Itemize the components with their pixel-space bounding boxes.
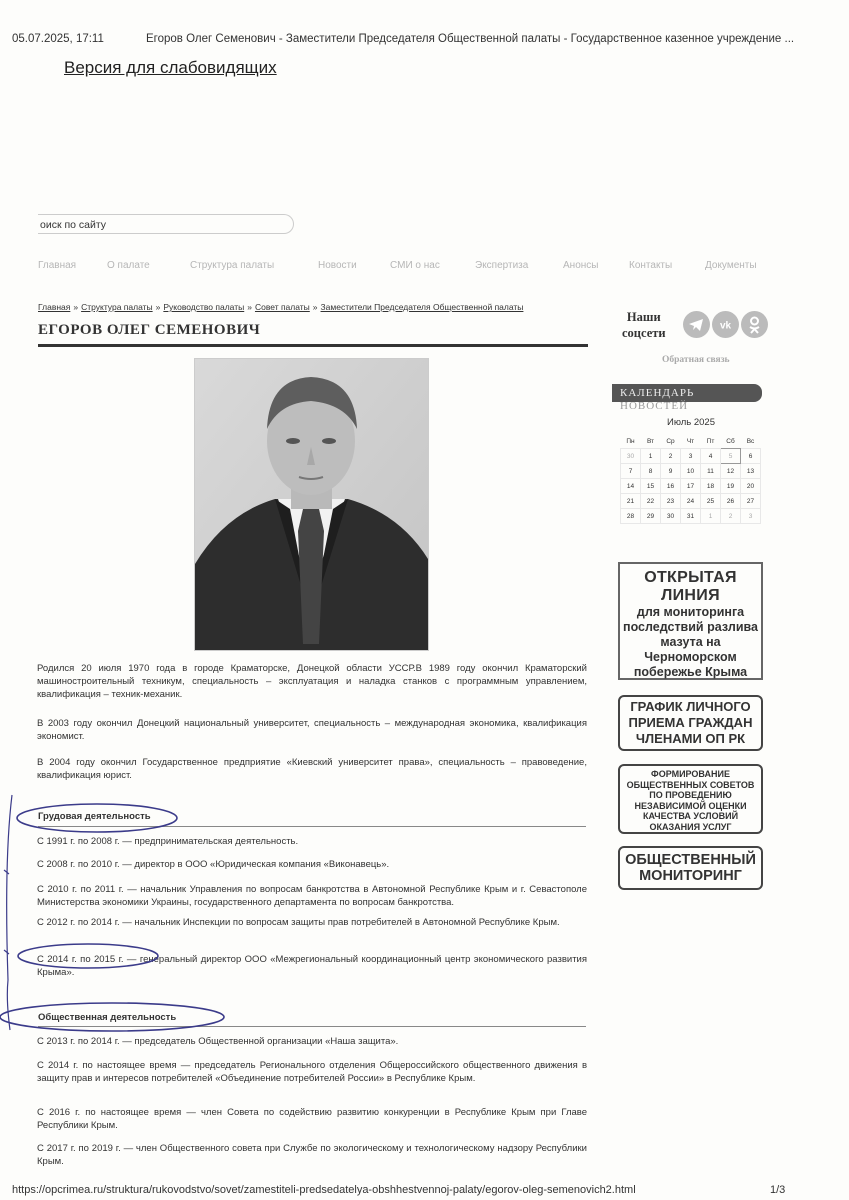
calendar-day[interactable]: 14 (621, 479, 641, 494)
public-section-divider (38, 1026, 586, 1027)
work-section-heading: Грудовая деятельность (38, 811, 151, 822)
calendar-month: Июль 2025 (666, 417, 715, 428)
print-footer-url: https://opcrimea.ru/struktura/rukovodstvo/sovet/zamestiteli-predsedatelya-obshhestvennoj-palaty/egorov-oleg-semenovich2.html (12, 1184, 636, 1196)
banner-reception-schedule[interactable]: ГРАФИК ЛИЧНОГО ПРИЕМА ГРАЖДАН ЧЛЕНАМИ ОП РК (618, 695, 763, 751)
calendar-grid (620, 434, 761, 524)
banner-public-monitoring[interactable]: ОБЩЕСТВЕННЫЙ МОНИТОРИНГ (618, 846, 763, 890)
calendar-subheading: НОВОСТЕЙ (620, 400, 689, 412)
telegram-icon[interactable] (683, 311, 710, 338)
work-item-1: С 1991 г. по 2008 г. — предпринимательская деятельность. (37, 836, 299, 847)
search-input[interactable]: оиск по сайту (38, 214, 294, 234)
calendar-day[interactable]: 15 (641, 479, 661, 494)
work-item-3: С 2010 г. по 2011 г. — начальник Управления по вопросам банкротства в Автономной Республике Крым и г. Севастополе Министерства экономики Украины, государственного департамента по вопросам банкротства. (37, 884, 587, 908)
calendar-day[interactable]: 30 (661, 509, 681, 524)
nav-item-structure[interactable]: Структура палаты (190, 260, 275, 271)
work-section-divider (38, 826, 586, 827)
breadcrumb-item-deputies[interactable]: Заместители Председателя Общественной палаты (320, 302, 524, 312)
work-item-2: С 2008 г. по 2010 г. — директор в ООО «Юридическая компания «Виконавець». (37, 859, 390, 870)
calendar-day[interactable]: 21 (621, 494, 641, 509)
social-label: Наши соцсети (622, 310, 666, 340)
bio-paragraph-1: Родился 20 июля 1970 года в городе Краматорске, Донецкой области УССР.В 1989 году окончил Краматорский машиностроительный техникум, специальность – эксплуатация и наладка станков с программным управлением, квалификация – техник-механик. (37, 663, 587, 700)
nav-item-news[interactable]: Новости (318, 260, 357, 271)
weekday-label: Вс (746, 437, 755, 445)
weekday-label: Чт (686, 437, 695, 445)
low-vision-link[interactable]: Версия для слабовидящих (64, 58, 277, 77)
calendar-day: 1 (701, 509, 721, 524)
public-item-2: С 2014 г. по настоящее время — председатель Регионального отделения Общероссийского общественного движения в защиту прав и интересов потребителей «Объединение потребителей России» в Республике Крым. (37, 1060, 587, 1084)
nav-item-documents[interactable]: Документы (705, 260, 757, 271)
portrait-photo (194, 358, 429, 651)
svg-text:vk: vk (719, 320, 732, 332)
calendar-day[interactable]: 10 (681, 464, 701, 479)
calendar-day[interactable]: 11 (701, 464, 721, 479)
breadcrumb-item-council[interactable]: Совет палаты (254, 302, 310, 312)
print-footer-page: 1/3 (770, 1184, 786, 1196)
calendar-day[interactable]: 31 (681, 509, 701, 524)
bio-paragraph-3: В 2004 году окончил Государственное предприятие «Киевский университет права», специальность – правоведение, квалификация юрист. (37, 757, 587, 781)
banner-public-councils[interactable]: ФОРМИРОВАНИЕ ОБЩЕСТВЕННЫХ СОВЕТОВ ПО ПРОВЕДЕНИЮ НЕЗАВИСИМОЙ ОЦЕНКИ КАЧЕСТВА УСЛОВИЙ ОКАЗАНИЯ УСЛУГ (618, 764, 763, 834)
nav-item-about[interactable]: О палате (107, 260, 150, 271)
calendar-day[interactable]: 19 (721, 479, 741, 494)
calendar-day[interactable]: 16 (661, 479, 681, 494)
calendar-day[interactable]: 4 (701, 449, 721, 464)
calendar-day[interactable]: 2 (661, 449, 681, 464)
print-header (12, 33, 795, 45)
public-item-3: С 2016 г. по настоящее время — член Совета по содействию развитию конкуренции в Республике Крым при Главе Республики Крым. (37, 1107, 587, 1131)
calendar-day[interactable]: 6 (741, 449, 761, 464)
calendar-day[interactable]: 3 (681, 449, 701, 464)
breadcrumb-item-structure[interactable]: Структура палаты (81, 302, 153, 312)
nav-item-announcements[interactable]: Анонсы (563, 260, 599, 271)
print-doc-title: Егоров Олег Семенович - Заместители Председателя Общественной палаты - Государственное казенное учреждение ... (146, 33, 795, 45)
feedback-link[interactable]: Обратная связь (662, 355, 730, 365)
calendar-day: 2 (721, 509, 741, 524)
weekday-label: Вт (646, 437, 655, 445)
calendar-day[interactable]: 27 (741, 494, 761, 509)
print-datetime: 05.07.2025, 17:11 (12, 33, 104, 45)
weekday-label: Ср (666, 437, 675, 445)
nav-item-contacts[interactable]: Контакты (629, 260, 673, 271)
calendar-day: 30 (621, 449, 641, 464)
calendar-day[interactable]: 18 (701, 479, 721, 494)
calendar-day[interactable]: 1 (641, 449, 661, 464)
calendar-day[interactable]: 25 (701, 494, 721, 509)
calendar-day[interactable]: 7 (621, 464, 641, 479)
calendar-day[interactable]: 23 (661, 494, 681, 509)
page-title: ЕГОРОВ ОЛЕГ СЕМЕНОВИЧ (38, 322, 261, 338)
breadcrumb-item-leadership[interactable]: Руководство палаты (163, 302, 245, 312)
calendar-day[interactable]: 28 (621, 509, 641, 524)
calendar-day[interactable]: 24 (681, 494, 701, 509)
calendar-day[interactable]: 22 (641, 494, 661, 509)
vk-icon[interactable] (712, 311, 739, 338)
ok-icon[interactable] (741, 311, 768, 338)
public-item-4: С 2017 г. по 2019 г. — член Общественного совета при Службе по экологическому и технологическому надзору Республики Крым. (37, 1143, 587, 1167)
bio-paragraph-2: В 2003 году окончил Донецкий национальный университет, специальность – международная экономика, квалификация экономист. (37, 718, 587, 742)
public-item-1: С 2013 г. по 2014 г. — председатель Общественной организации «Наша защита». (37, 1036, 399, 1047)
public-section-heading: Общественная деятельность (38, 1012, 177, 1023)
nav-item-media[interactable]: СМИ о нас (390, 260, 440, 271)
work-item-5: С 2014 г. по 2015 г. — генеральный директор ООО «Межрегиональный координационный центр экономического развития Крыма». (37, 954, 587, 978)
calendar-day[interactable]: 26 (721, 494, 741, 509)
breadcrumb-item-home[interactable]: Главная (38, 302, 71, 312)
banner-open-line-text: для мониторинга последствий разлива мазута на Черноморском побережье Крыма (623, 605, 758, 679)
calendar-day[interactable]: 17 (681, 479, 701, 494)
calendar-day[interactable]: 8 (641, 464, 661, 479)
calendar-day-today[interactable]: 5 (721, 449, 741, 464)
calendar-day: 3 (741, 509, 761, 524)
calendar-day[interactable]: 13 (741, 464, 761, 479)
calendar-heading: КАЛЕНДАРЬ (612, 384, 762, 402)
banner-open-line[interactable] (618, 562, 763, 680)
nav-item-home[interactable]: Главная (38, 260, 77, 271)
weekday-label: Пт (706, 437, 715, 445)
calendar-day[interactable]: 9 (661, 464, 681, 479)
work-item-4: С 2012 г. по 2014 г. — начальник Инспекции по вопросам защиты прав потребителей в Автономной Республике Крым. (37, 917, 560, 928)
calendar-day[interactable]: 29 (641, 509, 661, 524)
breadcrumb: Главная » Структура палаты » Руководство палаты » Совет палаты » Заместители Председателя Общественной палаты (38, 302, 524, 312)
weekday-label: Сб (726, 437, 735, 445)
weekday-label: Пн (626, 437, 635, 445)
title-divider (38, 344, 588, 347)
nav-item-expertise[interactable]: Экспертиза (475, 260, 529, 271)
calendar-day[interactable]: 12 (721, 464, 741, 479)
banner-open-line-title: ОТКРЫТАЯ ЛИНИЯ (644, 569, 737, 604)
calendar-day[interactable]: 20 (741, 479, 761, 494)
